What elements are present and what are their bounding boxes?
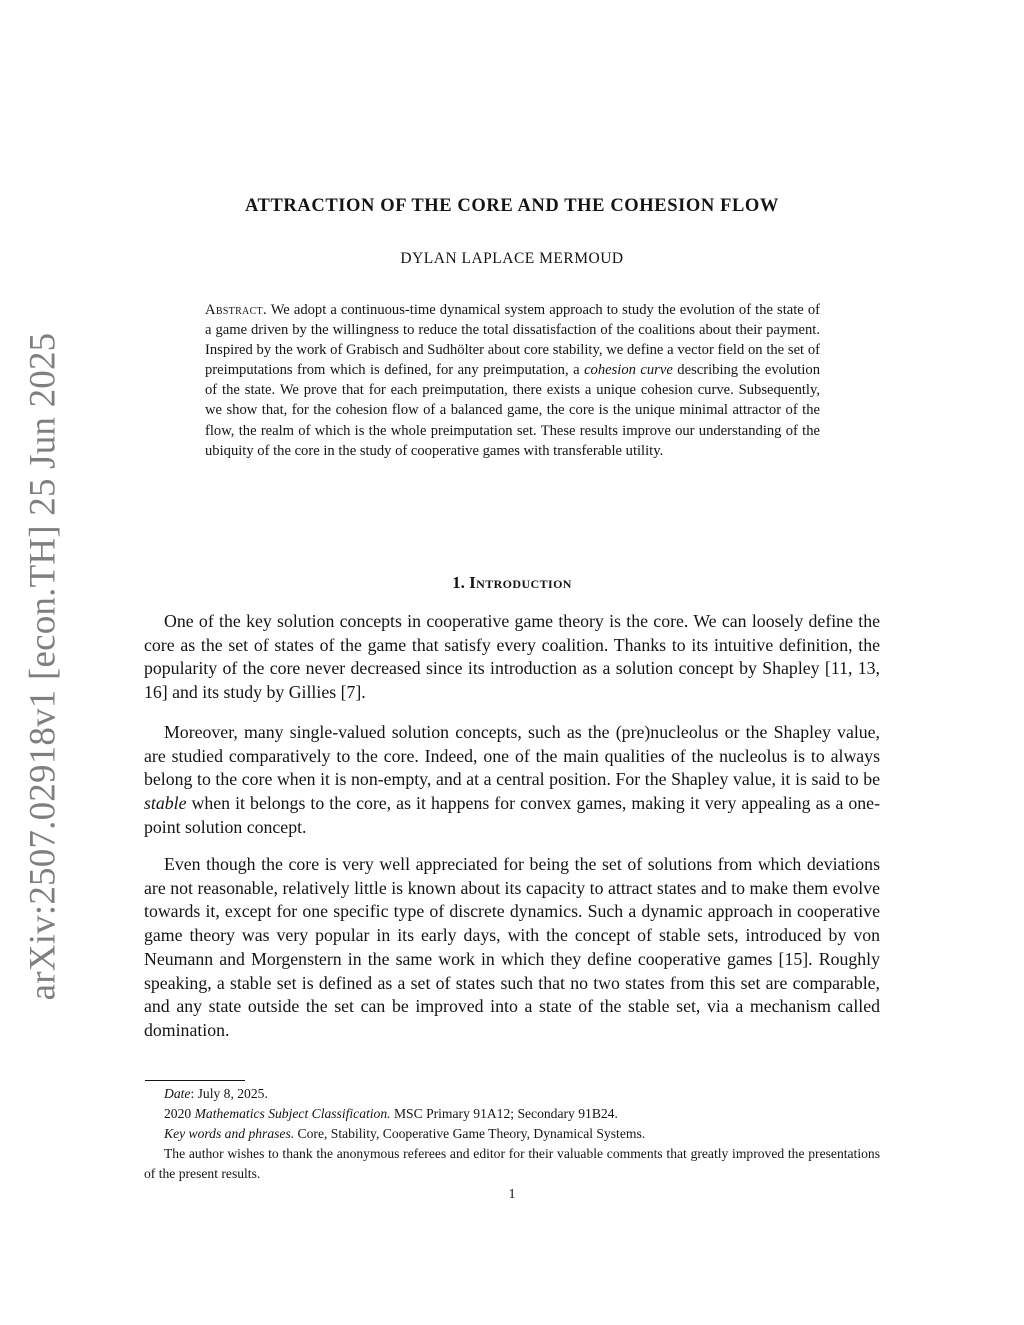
- page-number: 1: [508, 1187, 516, 1202]
- section-number: 1.: [452, 573, 465, 592]
- footnote-date-value: : July 8, 2025.: [190, 1086, 268, 1101]
- footnote-keywords-label: Key words and phrases.: [164, 1126, 295, 1141]
- arxiv-identifier-text: arXiv:2507.02918v1 [econ.TH] 25 Jun 2025: [22, 332, 64, 1000]
- section-title: Introduction: [469, 573, 572, 592]
- intro-paragraph-3: Even though the core is very well appreciated for being the set of solutions from which deviations are not reasonable, relatively little is known about its capacity to attract states and to make them evolve towards it, except for one specific type of discrete dynamics. Such a dynamic approach in cooperative game theory was very popular in its early days, with the concept of stable sets, introduced by von Neumann and Morgenstern in the same work in which they define cooperative games [15]. Roughly speaking, a stable set is defined as a set of states such that no two states from this set are comparable, and any state outside the set can be improved into a state of the stable set, via a mechanism called domination.: [144, 854, 880, 1040]
- abstract: [205, 300, 820, 461]
- paragraph-2-text-a: Moreover, many single-valued solution concepts, such as the (pre)nucleolus or the Shapley value, are studied comparatively to the core. Indeed, one of the main qualities of the nucleolus is to always belong to the core when it is non-empty, and at a central position. For the Shapley value, it is said to be: [144, 722, 880, 790]
- footnote-acknowledgment: The author wishes to thank the anonymous referees and editor for their valuable comments that greatly improved the presentations of the present results.: [144, 1146, 880, 1181]
- footnote-keywords-value: Core, Stability, Cooperative Game Theory, Dynamical Systems.: [294, 1126, 646, 1141]
- paper-title: ATTRACTION OF THE CORE AND THE COHESION FLOW: [244, 196, 780, 216]
- paragraph-2-text-b: when it belongs to the core, as it happens for convex games, making it very appealing as a one-point solution concept.: [144, 793, 880, 837]
- footnote-date: [144, 1084, 880, 1104]
- intro-paragraph-2: [144, 721, 880, 840]
- abstract-label: Abstract.: [205, 302, 267, 318]
- abstract-text-part-1: We adopt a continuous-time dynamical system approach to study the evolution of the state of a game driven by the willingness to reduce the total dissatisfaction of the coalitions about their payment. Inspired by the work of Grabisch and Sudhölter about core stability, we define a vector field on the set of preimputations from which is defined, for any preimputation, a: [205, 302, 820, 379]
- footnotes: [144, 1084, 880, 1184]
- abstract-text-part-2: describing the evolution of the state. We prove that for each preimputation, there exists a unique cohesion curve. Subsequently, we show that, for the cohesion flow of a balanced game, the core is the unique minimal attractor of the flow, the realm of which is the whole preimputation set. These results improve our understanding of the ubiquity of the core in the study of cooperative games with transferable utility.: [205, 362, 820, 459]
- paper-author: DYLAN LAPLACE MERMOUD: [400, 250, 624, 267]
- paragraph-2-emphasis: stable: [144, 793, 187, 814]
- footnote-keywords: [144, 1124, 880, 1144]
- footnote-msc: [144, 1104, 880, 1124]
- section-heading-introduction: [140, 573, 884, 593]
- footnote-msc-value: MSC Primary 91A12; Secondary 91B24.: [390, 1106, 618, 1121]
- abstract-emphasis: cohesion curve: [584, 362, 673, 379]
- footnote-msc-year: 2020: [164, 1106, 195, 1121]
- arxiv-identifier-stamp: [17, 332, 69, 1000]
- footnote-divider: [145, 1080, 245, 1081]
- intro-paragraph-1: One of the key solution concepts in cooperative game theory is the core. We can loosely define the core as the set of states of the game that satisfy every coalition. Thanks to its intuitive definition, the popularity of the core never decreased since its introduction as a solution concept by Shapley [11, 13, 16] and its study by Gillies [7].: [144, 611, 880, 703]
- footnote-date-label: Date: [164, 1086, 191, 1101]
- footnote-msc-label: Mathematics Subject Classification.: [194, 1106, 391, 1121]
